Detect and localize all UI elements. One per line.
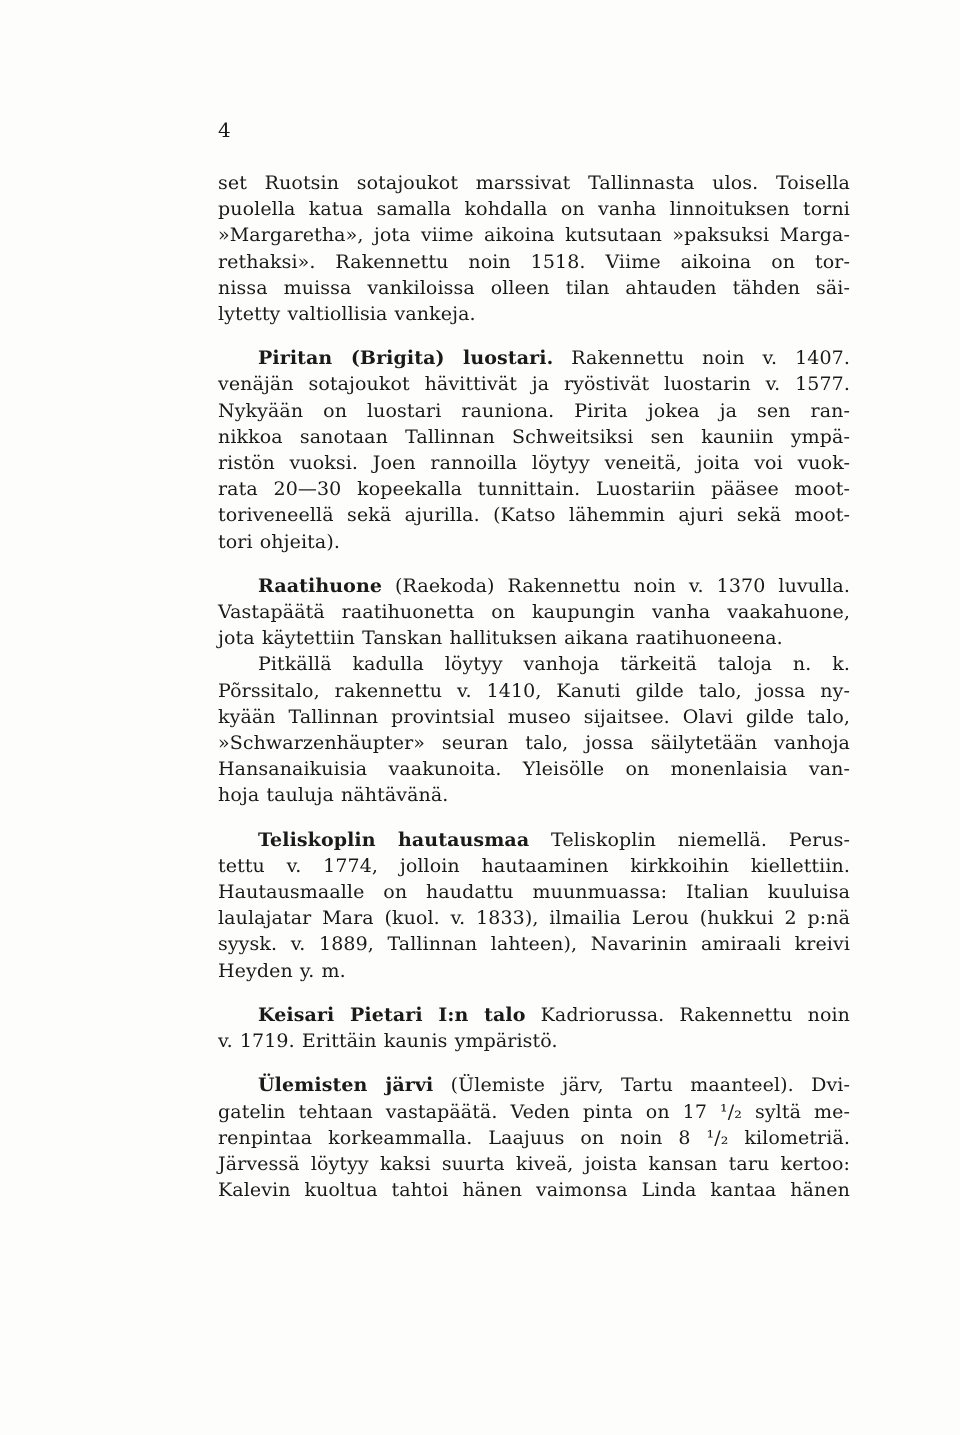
section-heading: Ülemisten järvi xyxy=(258,1074,434,1097)
text-line: Piritan (Brigita) luostari. Rakennettu noin v. 1407. xyxy=(258,347,850,370)
text-line: nissa muissa vankiloissa olleen tilan ahtauden tähden säi- xyxy=(218,276,850,299)
paragraph-long-street xyxy=(218,651,850,808)
text-line: rethaksi». Rakennettu noin 1518. Viime aikoina on tor- xyxy=(218,250,850,273)
text-line: Hansanaikuisia vaakunoita. Yleisölle on monenlaisia van- xyxy=(218,758,850,781)
text-line: syysk. v. 1889, Tallinnan lahteen), Navarinin amiraali kreivi xyxy=(218,933,850,956)
text-line: laulajatar Mara (kuol. v. 1833), ilmailia Lerou (hukkui 2 p:nä xyxy=(218,907,850,930)
text-line: toriveneellä sekä ajurilla. (Katso lähemmin ajuri sekä moot- xyxy=(218,504,850,527)
text-line: Pitkällä kadulla löytyy vanhoja tärkeitä taloja n. k. xyxy=(258,653,850,676)
text-line: Keisari Pietari I:n talo Kadriorussa. Rakennettu noin xyxy=(258,1003,851,1026)
text-line: tettu v. 1774, jolloin hautaaminen kirkkoihin kiellettiin. xyxy=(218,854,850,877)
text-line: Kalevin kuoltua tahtoi hänen vaimonsa Linda kantaa hänen xyxy=(218,1179,850,1202)
paragraph-peter-house xyxy=(218,1002,850,1054)
section-heading: Piritan (Brigita) luostari. xyxy=(258,347,554,370)
text-line: Raatihuone (Raekoda) Rakennettu noin v. 1370 luvulla. xyxy=(258,574,850,597)
text-line: venäjän sotajoukot hävittivät ja ryöstivät luostarin v. 1577. xyxy=(218,373,850,396)
paragraph-pirita-convent xyxy=(218,345,850,555)
text-line: Teliskoplin hautausmaa Teliskoplin niemellä. Perus- xyxy=(258,828,851,851)
text-line: gatelin tehtaan vastapäätä. Veden pinta on 17 ¹/₂ syltä me- xyxy=(218,1100,850,1123)
text-line: kyään Tallinnan provintsial museo sijaitsee. Olavi gilde talo, xyxy=(218,705,850,728)
text-line: »Margaretha», jota viime aikoina kutsutaan »paksuksi Marga- xyxy=(218,224,850,247)
text-line: Põrssitalo, rakennettu v. 1410, Kanuti gilde talo, jossa ny- xyxy=(218,679,850,702)
paragraph-tallinn-tower xyxy=(218,170,850,327)
text-line: v. 1719. Erittäin kaunis ympäristö. xyxy=(218,1030,558,1053)
section-heading: Raatihuone xyxy=(258,574,383,597)
page-number: 4 xyxy=(218,118,231,142)
text-line: lytetty valtiollisia vankeja. xyxy=(218,303,476,326)
text-line: Heyden y. m. xyxy=(218,959,346,982)
text-line: set Ruotsin sotajoukot marssivat Tallinnasta ulos. Toisella xyxy=(218,172,850,194)
text-line: rata 20—30 kopeekalla tunnittain. Luostariin pääsee moot- xyxy=(218,478,850,501)
text-line: Hautausmaalle on haudattu muunmuassa: Italian kuuluisa xyxy=(218,881,850,904)
text-line: renpintaa korkeammalla. Laajuus on noin 8 ¹/₂ kilometriä. xyxy=(218,1126,850,1149)
text-line: Nykyään on luostari rauniona. Pirita jokea ja sen ran- xyxy=(218,399,850,422)
text-line: »Schwarzenhäupter» seuran talo, jossa säilytetään vanhoja xyxy=(218,732,850,755)
paragraph-ulemiste-lake xyxy=(218,1072,850,1203)
text-line: nikkoa sanotaan Tallinnan Schweitsiksi sen kauniin ympä- xyxy=(218,425,850,448)
text-line: puolella katua samalla kohdalla on vanha linnoituksen torni xyxy=(218,198,850,221)
body-text xyxy=(218,170,850,1203)
text-line: tori ohjeita). xyxy=(218,530,340,553)
section-heading: Keisari Pietari I:n talo xyxy=(258,1003,526,1026)
text-line: jota käytettiin Tanskan hallituksen aikana raatihuoneena. xyxy=(218,627,783,650)
text-line: ristön vuoksi. Joen rannoilla löytyy veneitä, joita voi vuok- xyxy=(218,452,850,475)
text-line: Vastapäätä raatihuonetta on kaupungin vanha vaakahuone, xyxy=(218,601,850,624)
text-line: hoja tauluja nähtävänä. xyxy=(218,784,449,807)
text-line: Järvessä löytyy kaksi suurta kiveä, joista kansan taru kertoo: xyxy=(218,1152,850,1175)
paragraph-town-hall xyxy=(218,573,850,652)
text-line: Ülemisten järvi (Ülemiste järv, Tartu maanteel). Dvi- xyxy=(258,1074,850,1097)
paragraph-cemetery xyxy=(218,827,850,984)
section-heading: Teliskoplin hautausmaa xyxy=(258,828,530,851)
